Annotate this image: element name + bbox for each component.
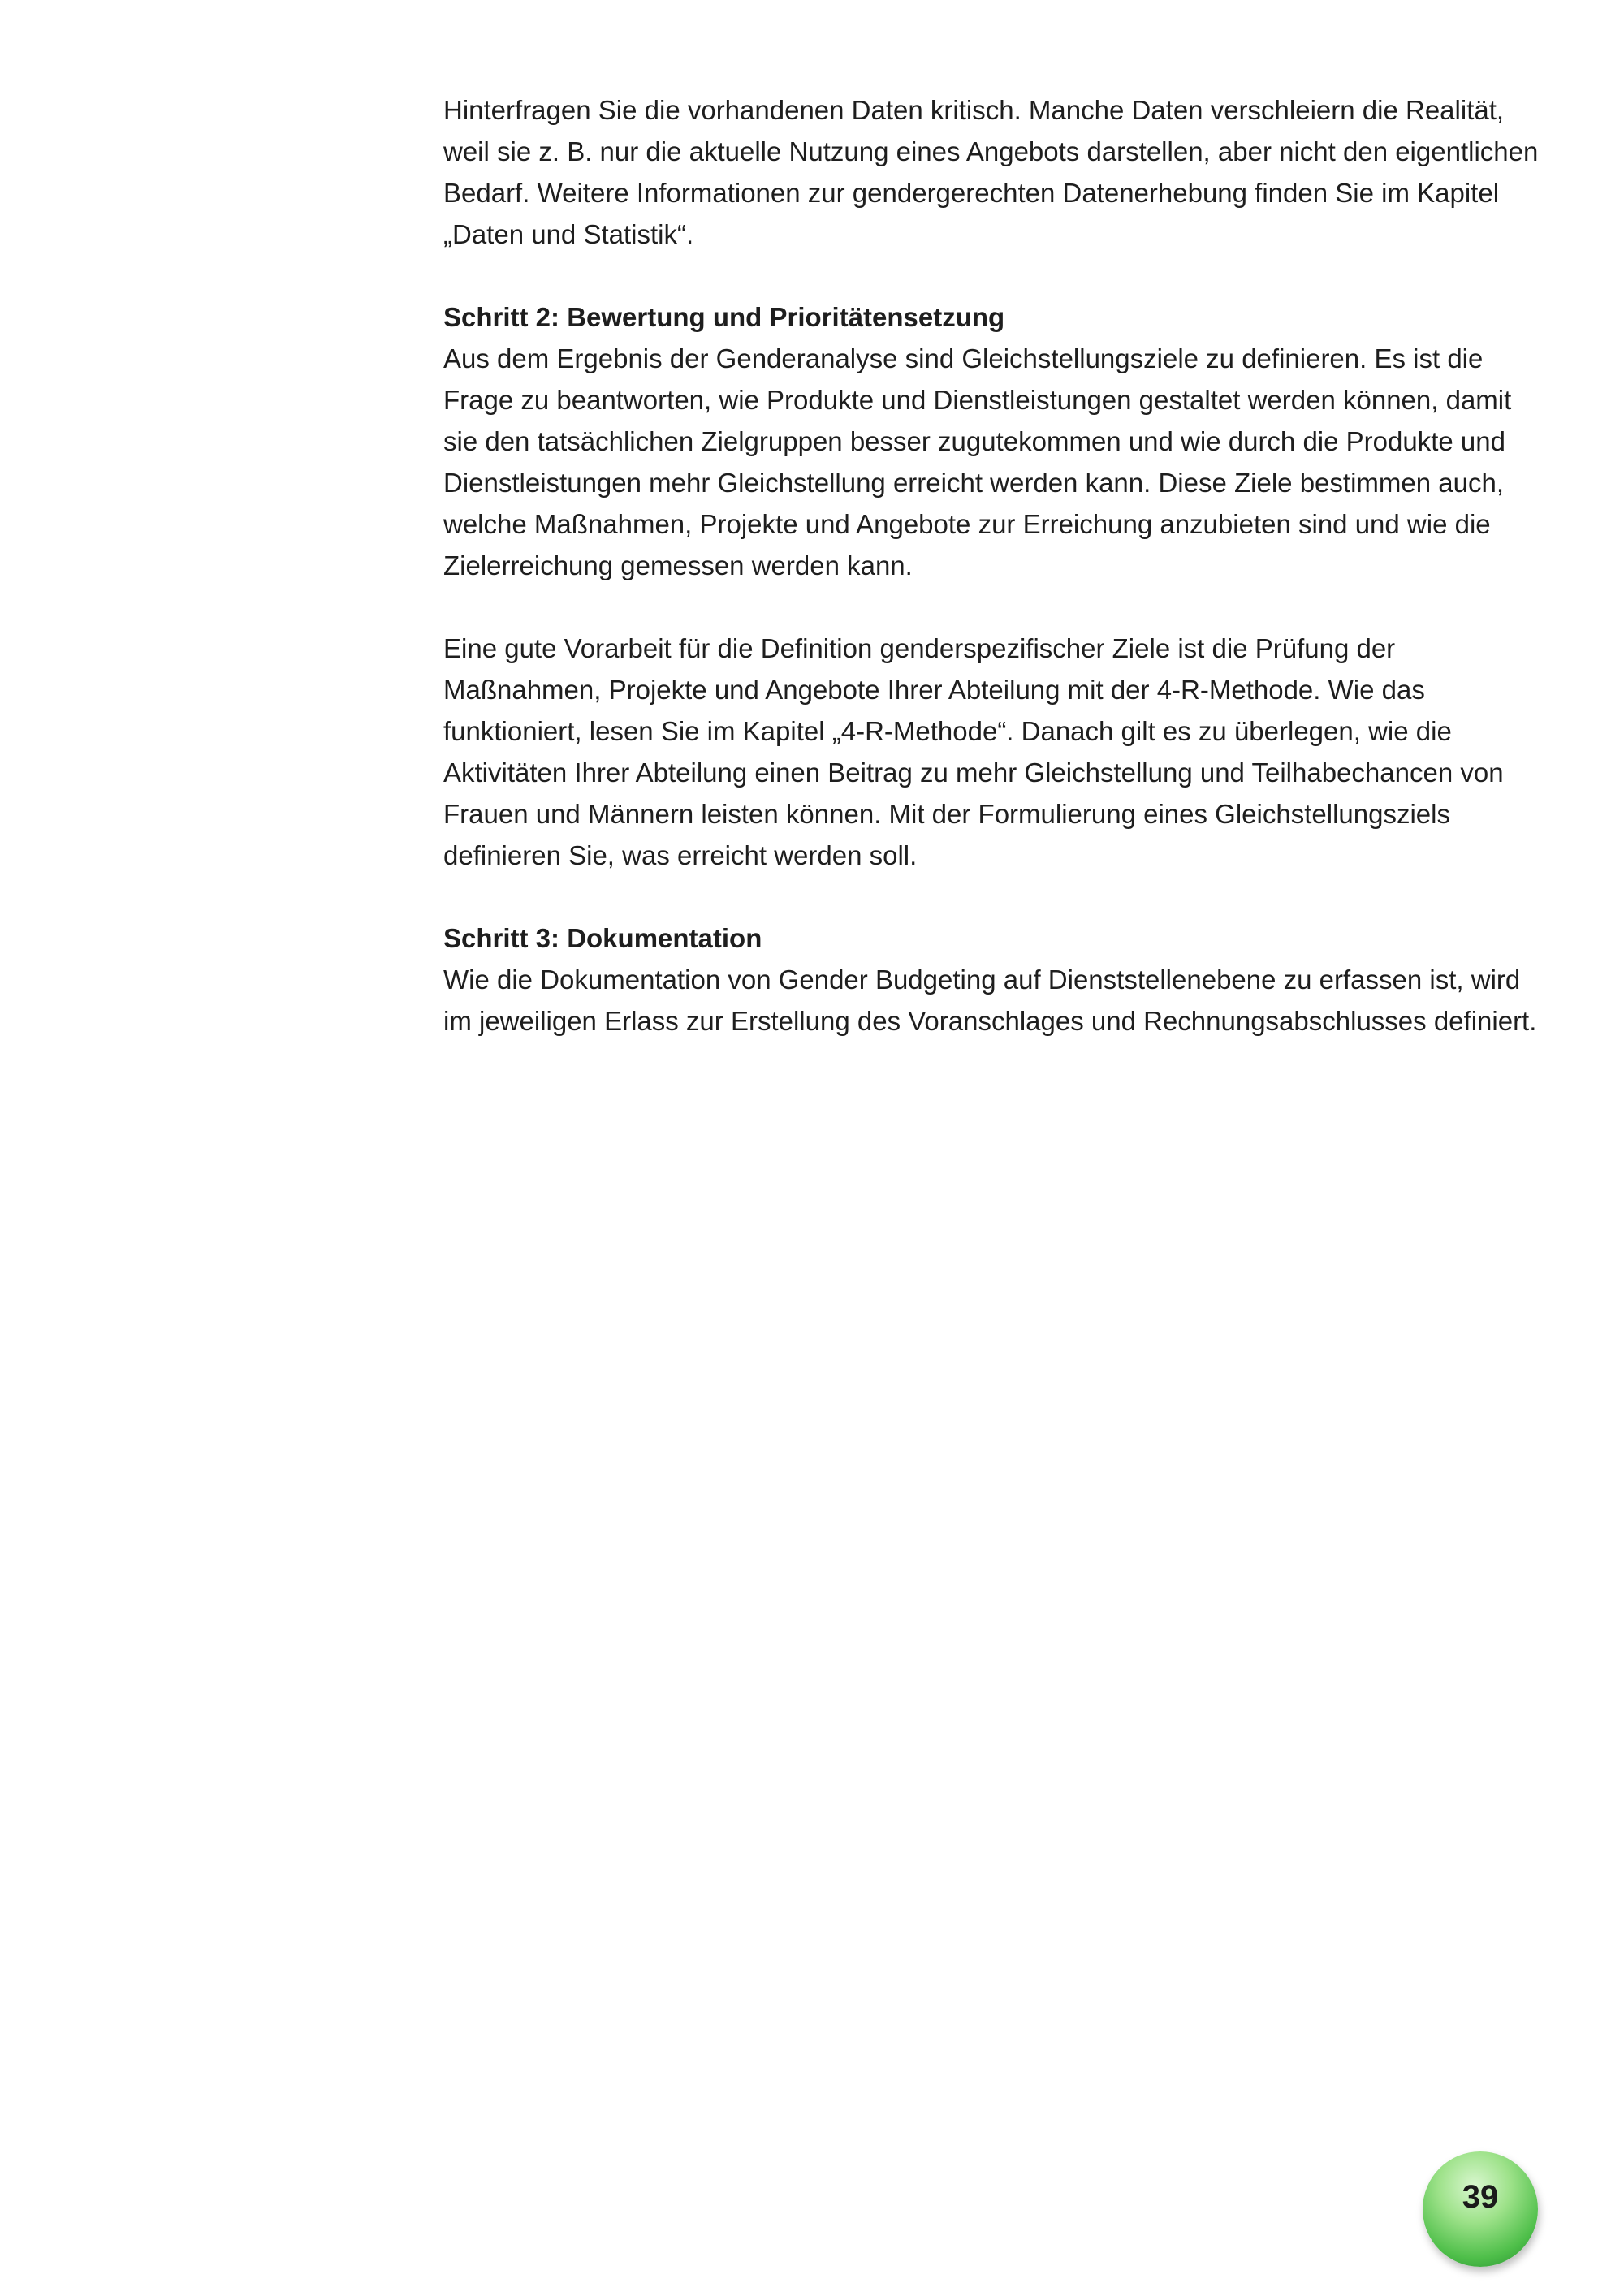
spacer <box>443 586 1540 628</box>
intro-paragraph: Hinterfragen Sie die vorhandenen Daten kritisch. Manche Daten verschleiern die Realität, weil sie z. B. nur die aktuelle Nutzung eines Angebots darstellen, aber nicht den eigentlichen Bedarf. Weitere Informationen zur gendergerechten Datenerhebung finden Sie im Kapitel „Daten und Statistik“. <box>443 95 1539 249</box>
step-3-paragraph: Wie die Dokumentation von Gender Budgeting auf Dienststellenebene zu erfassen ist, wird im jeweiligen Erlass zur Erstellung des Voranschlages und Rechnungsabschlusses definiert. <box>443 965 1537 1036</box>
page-number-badge <box>1423 2151 1538 2267</box>
method-paragraph: Eine gute Vorarbeit für die Definition genderspezifischer Ziele ist die Prüfung der Maßnahmen, Projekte und Angebote Ihrer Abteilung mit der 4-R-Methode. Wie das funktioniert, lesen Sie im Kapitel „4-R-Methode“. Danach gilt es zu überlegen, wie die Aktivitäten Ihrer Abteilung einen Beitrag zu mehr Gleichstellung und Teilhabechancen von Frauen und Männern leisten können. Mit der Formulierung eines Gleichstellungsziels definieren Sie, was erreicht werden soll. <box>443 633 1504 870</box>
page-number: 39 <box>1462 2179 1499 2215</box>
step-2-paragraph: Aus dem Ergebnis der Genderanalyse sind Gleichstellungsziele zu definieren. Es ist die Frage zu beantworten, wie Produkte und Dienstleistungen gestaltet werden können, damit sie den tatsächlichen Zielgruppen besser zugutekommen und wie durch die Produkte und Dienstleistungen mehr Gleichstellung erreicht werden kann. Diese Ziele bestimmen auch, welche Maßnahmen, Projekte und Angebote zur Erreichung anzubieten sind und wie die Zielerreichung gemessen werden kann. <box>443 343 1512 580</box>
step-2-heading: Schritt 2: Bewertung und Prioritätensetzung <box>443 302 1005 332</box>
step-3-heading: Schritt 3: Dokumentation <box>443 923 762 953</box>
spacer <box>443 255 1540 296</box>
spacer <box>443 876 1540 917</box>
page-body <box>443 89 1540 1042</box>
